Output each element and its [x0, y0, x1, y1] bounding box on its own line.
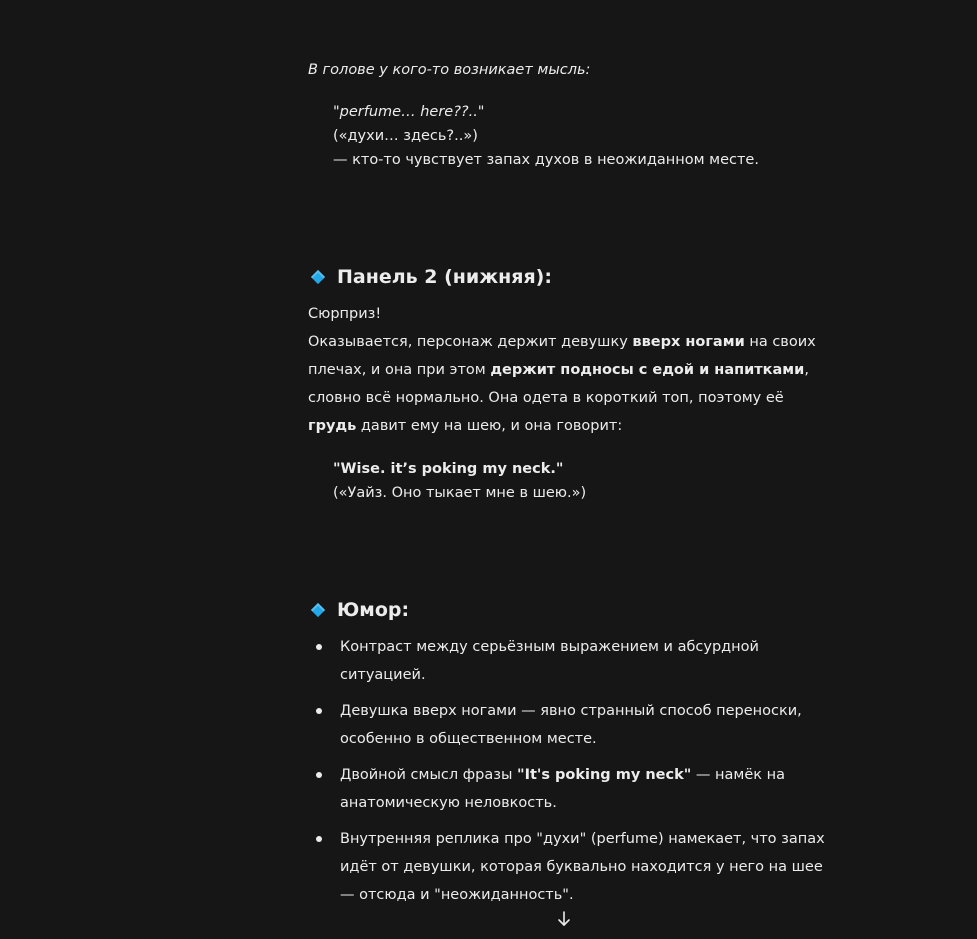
surprise-text: Сюрприз!: [308, 306, 382, 322]
heading-label: Юмор:: [337, 599, 410, 621]
bullet-icon: [316, 836, 322, 842]
item-text: Девушка вверх ногами — явно странный способ переноски, особенно в общественном месте.: [340, 703, 802, 747]
text-fragment: на своих плечах, и она при этом: [308, 334, 816, 378]
quote-translation: («духи… здесь?..»): [333, 128, 478, 144]
list-item: [308, 633, 828, 689]
list-item: [308, 697, 828, 753]
arrow-down-icon: [555, 908, 573, 930]
quote-note: — кто-то чувствует запах духов в неожиданном месте.: [333, 152, 759, 168]
quote-english: "perfume… here??..": [333, 104, 485, 120]
panel-2-description: [308, 300, 818, 440]
diamond-icon: [311, 270, 325, 284]
speech-quote: [333, 457, 586, 505]
item-text: — намёк на анатомическую неловкость.: [340, 767, 785, 811]
text-fragment: , словно всё нормально. Она одета в короткий топ, поэтому её: [308, 362, 809, 406]
section-heading-panel-2: [308, 264, 552, 290]
humor-list: [308, 633, 828, 917]
thought-quote: [333, 100, 759, 172]
bold-fragment: грудь: [308, 418, 357, 434]
bold-fragment: вверх ногами: [632, 334, 745, 350]
list-item: [308, 825, 828, 909]
bullet-icon: [316, 644, 322, 650]
bullet-icon: [316, 708, 322, 714]
section-heading-humor: [308, 597, 409, 623]
heading-label: Панель 2 (нижняя):: [337, 266, 552, 288]
list-item: [308, 761, 828, 817]
quote-english: "Wise. it’s poking my neck.": [333, 461, 564, 477]
bold-fragment: держит подносы с едой и напитками: [490, 362, 805, 378]
scroll-down-button[interactable]: [555, 908, 573, 930]
intro-text: В голове у кого-то возникает мысль:: [308, 62, 591, 78]
quote-translation: («Уайз. Оно тыкает мне в шею.»): [333, 485, 587, 501]
item-text: Двойной смысл фразы: [340, 767, 518, 783]
item-text: Контраст между серьёзным выражением и абсурдной ситуацией.: [340, 639, 759, 683]
diamond-icon: [311, 603, 325, 617]
text-fragment: Оказывается, персонаж держит девушку: [308, 334, 633, 350]
item-text: Внутренняя реплика про "духи" (perfume) намекает, что запах идёт от девушки, которая буквально находится у него на шее — отсюда и "неожиданность".: [340, 831, 825, 903]
text-fragment: давит ему на шею, и она говорит:: [356, 418, 623, 434]
bullet-icon: [316, 772, 322, 778]
item-bold-text: "It's poking my neck": [517, 767, 692, 783]
